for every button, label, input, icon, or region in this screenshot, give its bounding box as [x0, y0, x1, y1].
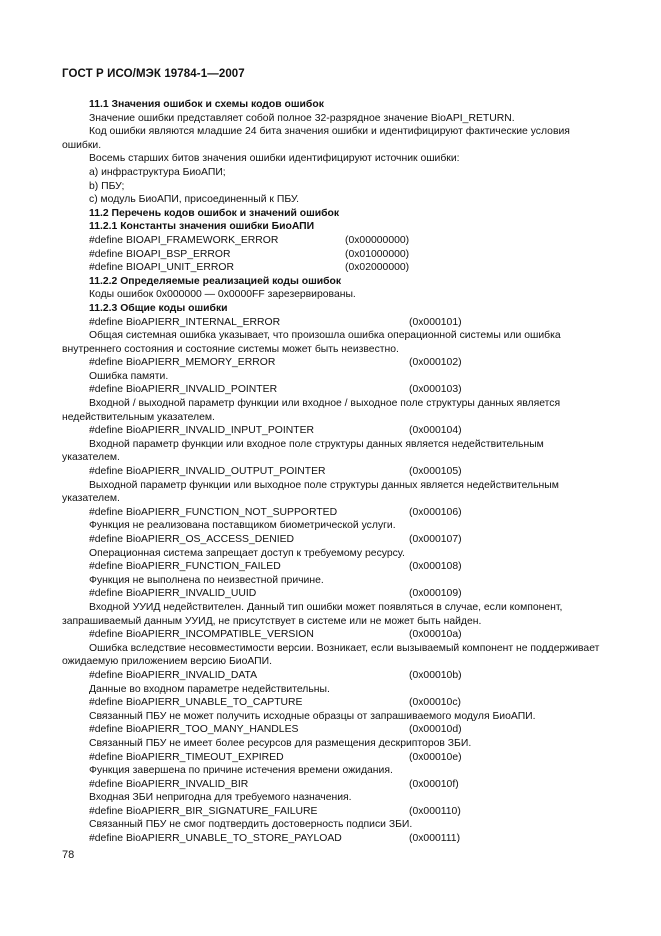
- define-line: [62, 628, 600, 642]
- define-line: [62, 383, 600, 397]
- define-name: #define BioAPIERR_BIR_SIGNATURE_FAILURE: [89, 805, 318, 817]
- error-description: Входной УУИД недействителен. Данный тип ошибки может появляться в случае, если компонент, запрашиваемый данным УУИД, не присутствует в системе или не может быть найден.: [62, 601, 563, 627]
- define-value: (0x000109): [409, 588, 462, 600]
- error-description: Общая системная ошибка указывает, что произошла ошибка операционной системы или ошибка внутреннего состояния и состояние системы может быть неизвестно.: [62, 330, 561, 355]
- define-line: [62, 751, 600, 765]
- define-value: (0x000106): [409, 506, 462, 518]
- define-line: [62, 587, 600, 601]
- list-item: b) ПБУ;: [89, 180, 125, 192]
- page-number: 78: [62, 849, 75, 861]
- define-line: [62, 832, 600, 846]
- define-name: #define BioAPIERR_INCOMPATIBLE_VERSION: [89, 629, 314, 641]
- define-line: [62, 506, 600, 520]
- error-description: Связанный ПБУ не имеет более ресурсов для размещения дескрипторов ЗБИ.: [89, 737, 472, 749]
- define-line: [62, 533, 600, 547]
- error-description: Операционная система запрещает доступ к требуемому ресурсу.: [89, 547, 405, 559]
- document-body: [62, 98, 600, 846]
- define-name: #define BIOAPI_FRAMEWORK_ERROR: [89, 234, 279, 246]
- error-description: Ошибка памяти.: [89, 370, 169, 382]
- define-value: (0x000107): [409, 534, 462, 545]
- define-name: #define BioAPIERR_FUNCTION_NOT_SUPPORTED: [89, 506, 338, 518]
- define-name: #define BioAPIERR_TIMEOUT_EXPIRED: [89, 751, 284, 763]
- error-description: Связанный ПБУ не смог подтвердить достоверность подписи ЗБИ.: [89, 819, 413, 831]
- define-name: #define BioAPIERR_INVALID_UUID: [89, 588, 257, 600]
- section-11-2-1-title: 11.2.1 Константы значения ошибки БиоАПИ: [89, 221, 315, 233]
- error-description: Данные во входном параметре недействительны.: [89, 683, 330, 695]
- constant-definitions: [62, 234, 600, 275]
- error-code-list: [62, 316, 600, 846]
- define-value: (0x000101): [409, 316, 462, 328]
- define-value: (0x000105): [409, 466, 462, 478]
- define-name: #define BioAPIERR_INVALID_POINTER: [89, 384, 278, 396]
- define-name: #define BioAPIERR_UNABLE_TO_CAPTURE: [89, 697, 303, 709]
- paragraph: Коды ошибок 0x000000 — 0x0000FF зарезервированы.: [89, 289, 356, 301]
- define-name: #define BioAPIERR_MEMORY_ERROR: [89, 357, 276, 369]
- error-description: Выходной параметр функции или выходное поле структуры данных является недействительным указателем.: [62, 479, 559, 505]
- define-value: (0x02000000): [345, 262, 410, 274]
- define-name: #define BioAPIERR_INVALID_OUTPUT_POINTER: [89, 466, 326, 478]
- section-11-2-title: 11.2 Перечень кодов ошибок и значений ошибок: [89, 207, 340, 219]
- define-value: (0x000103): [409, 384, 462, 396]
- define-value: (0x00000000): [345, 234, 410, 246]
- define-name: #define BioAPIERR_INVALID_BIR: [89, 778, 249, 790]
- define-line: [62, 696, 600, 710]
- error-description: Функция завершена по причине истечения времени ожидания.: [89, 765, 393, 777]
- define-name: #define BIOAPI_BSP_ERROR: [89, 248, 231, 260]
- section-11-2-3-title: 11.2.3 Общие коды ошибки: [89, 302, 228, 314]
- define-line: [62, 248, 600, 262]
- define-line: [62, 234, 600, 248]
- error-description: Входной параметр функции или входное поле структуры данных является недействительным указателем.: [62, 438, 544, 464]
- define-value: (0x00010e): [409, 751, 462, 763]
- define-value: (0x00010a): [409, 629, 462, 641]
- define-name: #define BIOAPI_UNIT_ERROR: [89, 262, 234, 274]
- section-11-2-2-title: 11.2.2 Определяемые реализацией коды ошибок: [89, 275, 342, 287]
- define-line: [62, 669, 600, 683]
- define-name: #define BioAPIERR_INTERNAL_ERROR: [89, 316, 281, 328]
- paragraph: Восемь старших битов значения ошибки идентифицируют источник ошибки:: [89, 153, 460, 165]
- define-name: #define BioAPIERR_TOO_MANY_HANDLES: [89, 724, 299, 736]
- list-item: с) модуль БиоАПИ, присоединенный к ПБУ.: [89, 194, 300, 206]
- define-line: [62, 723, 600, 737]
- define-value: (0x000108): [409, 561, 462, 573]
- define-value: (0x00010d): [409, 724, 462, 736]
- define-value: (0x01000000): [345, 248, 410, 260]
- define-name: #define BioAPIERR_UNABLE_TO_STORE_PAYLOAD: [89, 833, 342, 845]
- define-value: (0x00010c): [409, 697, 461, 709]
- define-line: [62, 805, 600, 819]
- define-value: (0x000110): [409, 805, 461, 817]
- define-line: [62, 356, 600, 370]
- paragraph: Значение ошибки представляет собой полное 32-разрядное значение BioAPI_RETURN.: [89, 112, 515, 124]
- list-item: а) инфраструктура БиоАПИ;: [89, 166, 226, 178]
- define-line: [62, 424, 600, 438]
- error-description: Входной / выходной параметр функции или входное / выходное поле структуры данных является недействительным указателем.: [62, 398, 561, 423]
- define-line: [62, 560, 600, 574]
- define-value: (0x00010f): [409, 778, 459, 790]
- paragraph: Код ошибки являются младшие 24 бита значения ошибки и идентифицируют фактические условия ошибки.: [62, 126, 570, 151]
- define-line: [62, 261, 600, 275]
- define-name: #define BioAPIERR_FUNCTION_FAILED: [89, 561, 281, 573]
- error-description: Функция не выполнена по неизвестной причине.: [89, 574, 324, 586]
- define-name: #define BioAPIERR_INVALID_INPUT_POINTER: [89, 425, 315, 437]
- define-value: (0x000102): [409, 357, 462, 369]
- error-description: Входная ЗБИ непригодна для требуемого назначения.: [89, 792, 352, 804]
- define-value: (0x00010b): [409, 669, 462, 681]
- error-description: Функция не реализована поставщиком биометрической услуги.: [89, 520, 396, 532]
- define-name: #define BioAPIERR_INVALID_DATA: [89, 669, 258, 681]
- section-11-1-title: 11.1 Значения ошибок и схемы кодов ошибок: [89, 99, 324, 110]
- define-value: (0x000104): [409, 425, 462, 437]
- define-name: #define BioAPIERR_OS_ACCESS_DENIED: [89, 534, 295, 545]
- error-description: Ошибка вследствие несовместимости версии. Возникает, если вызываемый компонент не поддерживает ожидаемую приложением версию БиоАПИ.: [62, 642, 600, 668]
- error-description: Связанный ПБУ не может получить исходные образцы от запрашиваемого модуля БиоАПИ.: [89, 710, 536, 722]
- define-line: [62, 316, 600, 330]
- document-header: ГОСТ Р ИСО/МЭК 19784-1—2007: [62, 68, 245, 80]
- define-value: (0x000111): [409, 833, 461, 845]
- define-line: [62, 465, 600, 479]
- define-line: [62, 778, 600, 792]
